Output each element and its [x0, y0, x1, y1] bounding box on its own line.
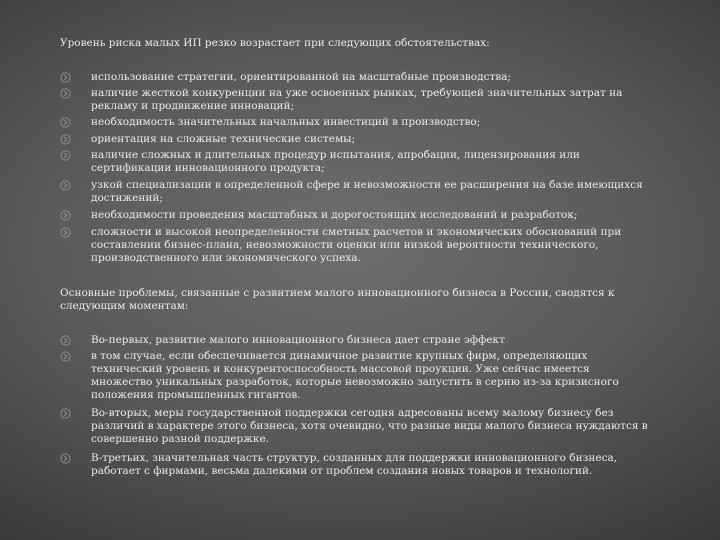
intro-paragraph-1: Уровень риска малых ИП резко возрастает при следующих обстоятельствах:	[60, 37, 490, 49]
arrow-circle-bullet-icon	[60, 227, 71, 238]
list-item-text: Во-вторых, меры государственной поддержки сегодня адресованы всему малому бизнесу без различий в характере этого бизнеса, хотя очевидно, что разные виды малого бизнеса нуждаются в совершенно разной поддержке.	[91, 407, 648, 445]
arrow-circle-bullet-icon	[60, 453, 71, 464]
list-item-text: Во-первых, развитие малого инновационного бизнеса дает стране эффект	[91, 334, 505, 346]
intro-paragraph-2: Основные проблемы, связанные с развитием малого инновационного бизнеса в России, сводятся к следующим моментам:	[60, 287, 615, 312]
arrow-circle-bullet-icon	[60, 351, 71, 362]
list-item-text: сложности и высокой неопределенности сметных расчетов и экономических обоснований при составлении бизнес-плана, невозможности оценки или низкой вероятности технического, производственного или экономического успеха.	[91, 226, 622, 264]
arrow-circle-bullet-icon	[60, 134, 71, 145]
arrow-circle-bullet-icon	[60, 88, 71, 99]
list-item-text: необходимости проведения масштабных и дорогостоящих исследований и разработок;	[91, 209, 578, 221]
list-item-text: использование стратегии, ориентированной на масштабные производства;	[91, 71, 511, 83]
arrow-circle-bullet-icon	[60, 210, 71, 221]
list-item-text: ориентация на сложные технические системы;	[91, 133, 356, 145]
arrow-circle-bullet-icon	[60, 180, 71, 191]
list-item-text: необходимость значительных начальных инвестиций в производство;	[91, 116, 481, 128]
arrow-circle-bullet-icon	[60, 72, 71, 83]
arrow-circle-bullet-icon	[60, 408, 71, 419]
arrow-circle-bullet-icon	[60, 117, 71, 128]
list-item-text: узкой специализации в определенной сфере и невозможности ее расширения на базе имеющихся достижений;	[91, 179, 643, 204]
list-item-text: В-третьих, значительная часть структур, созданных для поддержки инновационного бизнеса, работает с фирмами, весьма далекими от проблем создания новых товаров и технологий.	[91, 452, 618, 477]
arrow-circle-bullet-icon	[60, 150, 71, 161]
list-item-text: наличие жесткой конкуренции на уже освоенных рынках, требующей значительных затрат на рекламу и продвижение инноваций;	[91, 87, 623, 112]
list-item-text: наличие сложных и длительных процедур испытания, апробации, лицензирования или сертификации инновационного продукта;	[91, 149, 580, 174]
list-item-text: в том случае, если обеспечивается динамичное развитие крупных фирм, определяющих технический уровень и конкурентоспособность массовой проукции. Уже сейчас имеется множество уникальных разработок, которые невозможно запустить в серию из-за кризисного положения промышленных гигантов.	[91, 350, 619, 401]
arrow-circle-bullet-icon	[60, 335, 71, 346]
